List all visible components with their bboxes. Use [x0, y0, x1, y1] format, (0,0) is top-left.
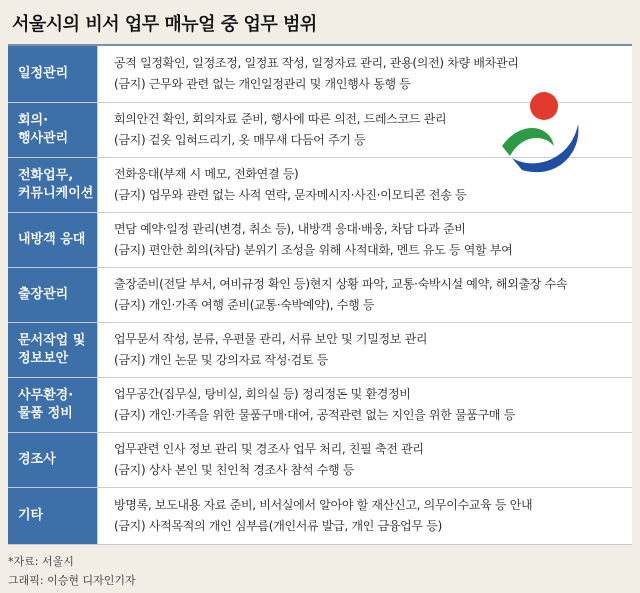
description-cell — [98, 213, 632, 267]
prohibited-line: (금지) 겉옷 입혀드리기, 옷 매무새 다듬어 주기 등 — [114, 133, 366, 147]
category-cell — [8, 378, 98, 432]
category-label: 경조사 — [18, 452, 56, 467]
description-cell — [98, 323, 632, 377]
category-label: 내방객 응대 — [18, 232, 86, 247]
table-row — [8, 433, 632, 488]
category-cell — [8, 46, 98, 102]
category-label: 출장관리 — [18, 287, 69, 302]
description-cell — [98, 433, 632, 487]
category-cell — [8, 103, 98, 157]
duty-line: 회의안건 확인, 회의자료 준비, 행사에 따른 의전, 드레스코드 관리 — [114, 112, 447, 126]
prohibited-line: (금지) 개인·가족 여행 준비(교통·숙박예약), 수행 등 — [114, 298, 375, 312]
category-label: 물품 정비 — [18, 406, 73, 421]
emblem-sun-shape — [530, 92, 558, 120]
prohibited-line: (금지) 편안한 회의(차담) 분위기 조성을 위해 사적대화, 멘트 유도 등 역할 부여 — [114, 243, 513, 257]
prohibited-line: (금지) 근무와 관련 없는 개인일정관리 및 개인행사 동행 등 — [114, 77, 411, 91]
graphic-credit: 그래픽: 이승현 디자인기자 — [8, 574, 136, 587]
duty-line: 업무문서 작성, 분류, 우편물 관리, 서류 보안 및 기밀정보 관리 — [114, 332, 428, 346]
table-row — [8, 213, 632, 268]
prohibited-line: (금지) 개인 논문 및 강의자료 작성·검토 등 — [114, 353, 329, 367]
table-row — [8, 378, 632, 433]
category-label: 전화업무, — [18, 168, 74, 183]
duty-line: 방명록, 보도내용 자료 준비, 비서실에서 알아야 할 재산신고, 의무이수교육 등 안내 — [114, 498, 533, 512]
category-label: 기타 — [18, 508, 44, 523]
category-label: 사무환경· — [18, 388, 74, 403]
category-cell — [8, 488, 98, 544]
category-label: 문서작업 및 — [18, 333, 86, 348]
duty-line: 출장준비(전달 부서, 여비규정 확인 등)현지 상황 파악, 교통·숙박시설 예약, 해외출장 수속 — [114, 277, 568, 291]
category-cell — [8, 213, 98, 267]
duty-line: 업무관련 인사 정보 관리 및 경조사 업무 처리, 친필 축전 관리 — [114, 442, 424, 456]
source-note: *자료: 서울시 — [8, 555, 74, 568]
prohibited-line: (금지) 상사 본인 및 친인척 경조사 참석 수행 등 — [114, 463, 355, 477]
page-title: 서울시의 비서 업무 매뉴얼 중 업무 범위 — [12, 14, 317, 35]
duty-line: 면담 예약·일정 관리(변경, 취소 등), 내방객 응대·배웅, 차담 다과 준비 — [114, 222, 466, 236]
category-label: 커뮤니케이션 — [18, 186, 94, 201]
duty-line: 업무공간(집무실, 탕비실, 회의실 등) 정리정돈 및 환경정비 — [114, 387, 411, 401]
category-label: 행사관리 — [18, 131, 69, 146]
description-cell — [98, 488, 632, 544]
table-row — [8, 323, 632, 378]
seoul-emblem-icon — [492, 84, 592, 184]
table-row — [8, 268, 632, 323]
duty-line: 공적 일정확인, 일정조정, 일정표 작성, 일정자료 관리, 관용(의전) 차량 배차관리 — [114, 56, 519, 70]
description-cell — [98, 378, 632, 432]
category-label: 정보보안 — [18, 351, 69, 366]
table-row — [8, 488, 632, 545]
prohibited-line: (금지) 개인·가족을 위한 물품구매·대여, 공적관련 없는 지인을 위한 물품구매 등 — [114, 408, 515, 422]
category-label: 일정관리 — [18, 66, 69, 81]
category-cell — [8, 323, 98, 377]
duty-line: 전화응대(부재 시 메모, 전화연결 등) — [114, 167, 299, 181]
prohibited-line: (금지) 사적목적의 개인 심부름(개인서류 발급, 개인 금융업무 등) — [114, 519, 442, 533]
category-cell — [8, 268, 98, 322]
category-cell — [8, 158, 98, 212]
category-cell — [8, 433, 98, 487]
emblem-mountain-shape — [502, 128, 554, 156]
description-cell — [98, 268, 632, 322]
prohibited-line: (금지) 업무와 관련 없는 사적 연락, 문자메시지·사진·이모티콘 전송 등 — [114, 188, 467, 202]
category-label: 회의· — [18, 113, 49, 128]
